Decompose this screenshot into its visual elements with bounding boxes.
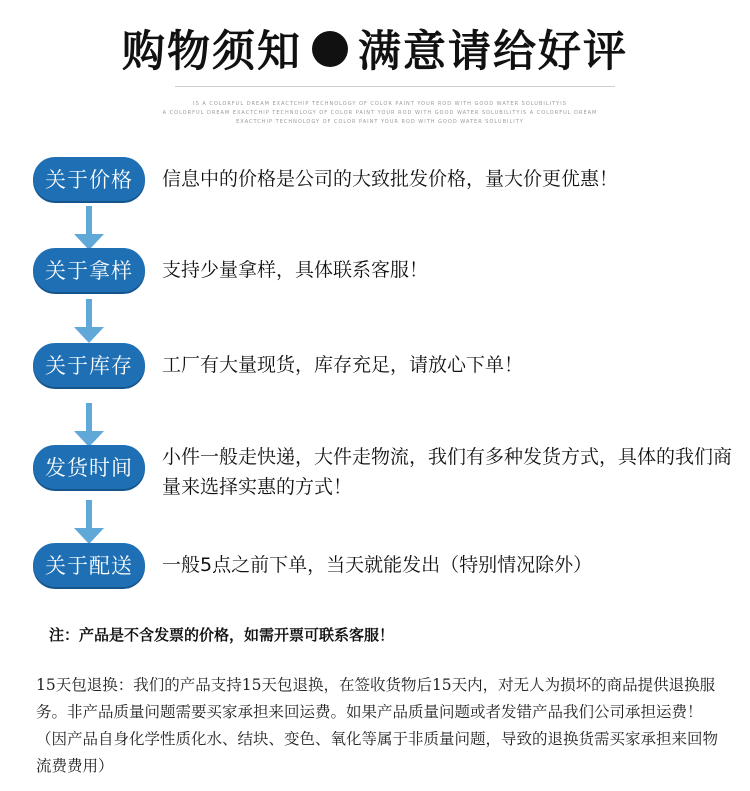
tagline: A COLORFUL DREAM EXACTCHIP TECHNOLOGY OF COLOR PAINT YOUR ROD WITH GOOD WATER SOLUBILITYIS A COLORFUL DREAM (162, 110, 598, 116)
invoice-note: 注：产品是不含发票的价格，如需开票可联系客服！ (49, 626, 395, 644)
step-text: 小件一般走快递，大件走物流，我们有多种发货方式，具体的我们商量来选择实惠的方式！ (162, 446, 733, 498)
step-text: 支持少量拿样，具体联系客服！ (162, 259, 429, 281)
title-right: 满意请给好评 (358, 27, 628, 77)
return-policy: 15天包退换：我们的产品支持15天包退换，在签收货物后15天内，对无人为损坏的商品提供退换服务。非产品质量问题需要买家承担来回运费。如果产品质量问题或者发错产品我们公司承担运费！（因产品自身化学性质化水、结块、变色、氧化等属于非质量问题，导致的退换货需买家承担来回物流费费用） (36, 676, 719, 775)
step-label: 关于价格 (33, 157, 145, 201)
step-label: 关于配送 (33, 543, 145, 587)
step-label: 关于拿样 (33, 248, 145, 292)
title-left: 购物须知 (122, 27, 302, 77)
step-stock (0, 335, 750, 395)
divider (175, 86, 615, 87)
step-delivery (0, 535, 750, 595)
tagline: IS A COLORFUL DREAM EXACTCHIP TECHNOLOGY OF COLOR PAINT YOUR ROD WITH GOOD WATER SOLUBILITYIS (193, 101, 567, 107)
step-shipping-time (0, 437, 750, 497)
step-sample (0, 240, 750, 300)
step-text: 工厂有大量现货，库存充足，请放心下单！ (162, 354, 524, 376)
step-text: 一般5点之前下单，当天就能发出（特别情况除外） (162, 554, 593, 576)
tagline: EXACTCHIP TECHNOLOGY OF COLOR PAINT YOUR ROD WITH GOOD WATER SOLUBILITY (236, 119, 524, 125)
step-label: 关于库存 (33, 343, 145, 387)
black-dot-icon (312, 31, 348, 67)
step-text: 信息中的价格是公司的大致批发价格，量大价更优惠！ (162, 168, 619, 190)
step-label: 发货时间 (33, 445, 145, 489)
step-price (0, 149, 750, 209)
page-title (0, 18, 750, 79)
